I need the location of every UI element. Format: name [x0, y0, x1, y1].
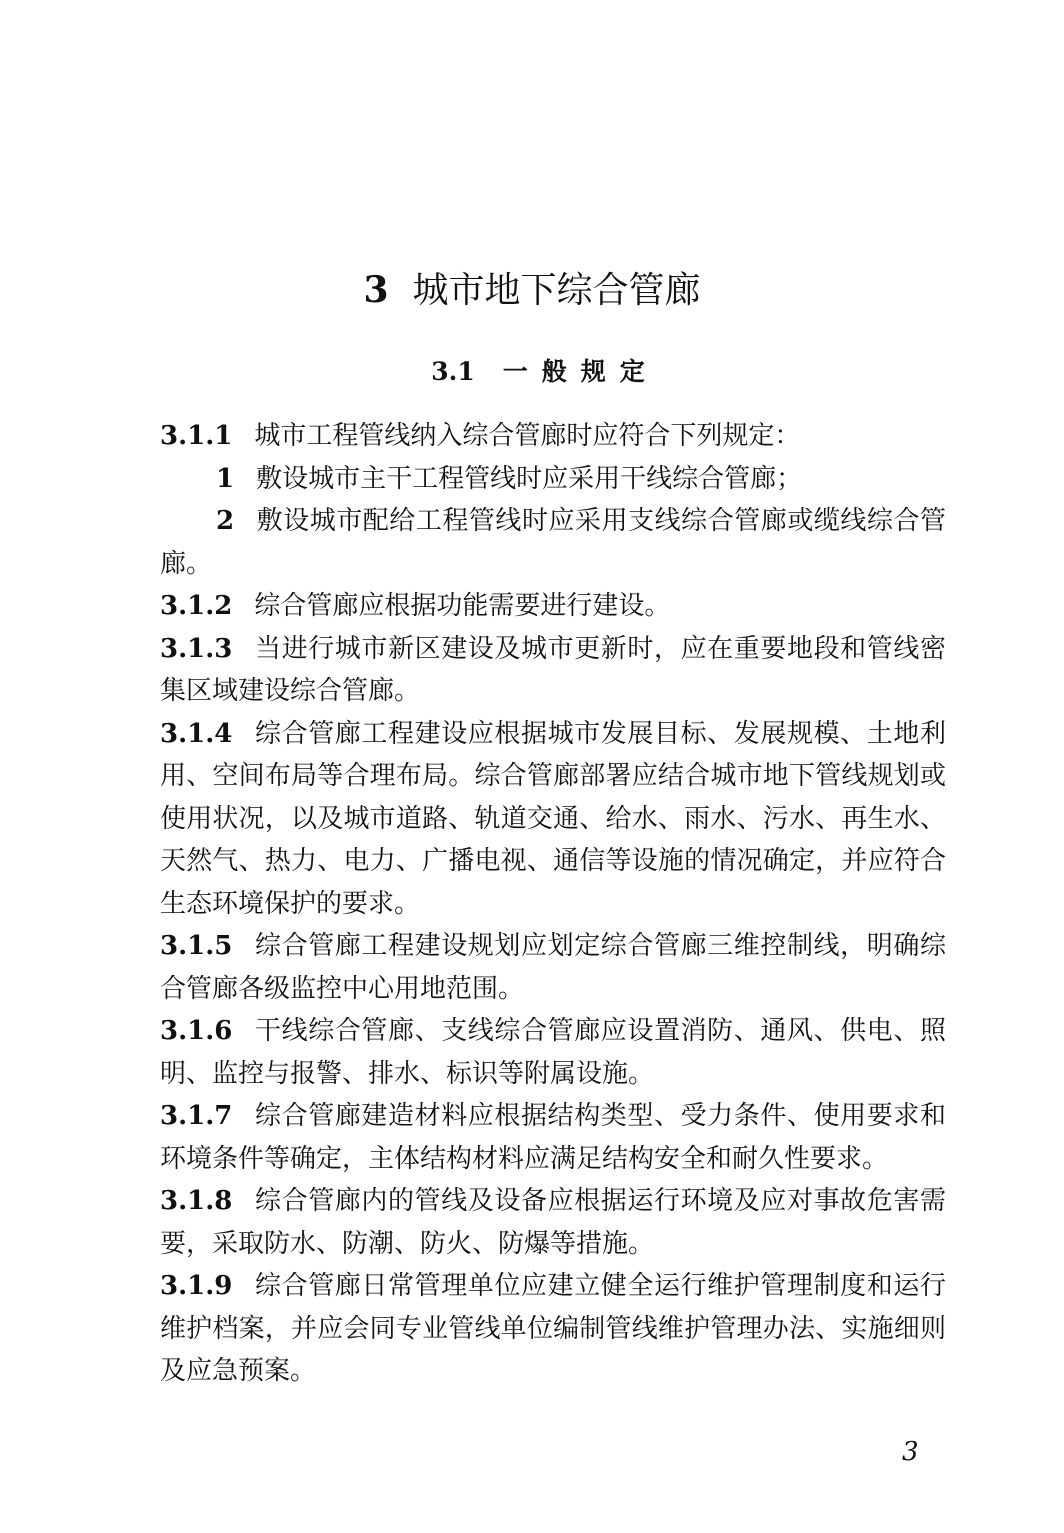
clause-text: 综合管廊建造材料应根据结构类型、受力条件、使用要求和环境条件等确定，主体结构材料应满足结构安全和耐久性要求。 [160, 1101, 946, 1174]
clause-text: 干线综合管廊、支线综合管廊应设置消防、通风、供电、照明、监控与报警、排水、标识等附属设施。 [160, 1016, 946, 1089]
clause-number: 3.1.7 [160, 1101, 233, 1131]
clause-3-1-1 [160, 415, 946, 458]
chapter-number: 3 [363, 269, 389, 311]
clause-number: 3.1.3 [160, 633, 233, 664]
section-heading [0, 352, 1064, 392]
clause-text: 综合管廊应根据功能需要进行建设。 [254, 591, 671, 621]
page-number: 3 [902, 1437, 919, 1467]
item-text: 敷设城市主干工程管线时应采用干线综合管廊； [256, 463, 803, 494]
clause-text: 综合管廊工程建设应根据城市发展目标、发展规模、土地利用、空间布局等合理布局。综合管廊部署应结合城市地下管线规划或使用状况，以及城市道路、轨道交通、给水、雨水、污水、再生水、天然气、热力、电力、广播电视、通信等设施的情况确定，并应符合生态环境保护的要求。 [160, 718, 946, 919]
clause-text: 综合管廊工程建设规划应划定综合管廊三维控制线，明确综合管廊各级监控中心用地范围。 [160, 931, 946, 1004]
clause-3-1-5 [160, 925, 946, 1010]
clause-number: 3.1.4 [160, 718, 233, 749]
clause-3-1-3 [160, 628, 946, 713]
clause-3-1-8 [160, 1180, 946, 1265]
clause-text: 城市工程管线纳入综合管廊时应符合下列规定： [254, 421, 801, 451]
section-number: 3.1 [431, 357, 475, 386]
clause-3-1-1-item-1 [160, 458, 946, 501]
chapter-title: 城市地下综合管廊 [412, 270, 701, 311]
clause-3-1-7 [160, 1095, 946, 1180]
chapter-heading [0, 262, 1064, 319]
clause-3-1-2 [160, 585, 946, 628]
clause-number: 3.1.5 [160, 931, 233, 961]
clause-number: 3.1.6 [160, 1016, 233, 1046]
clause-list [160, 415, 946, 1393]
clause-3-1-1-item-2 [160, 500, 946, 585]
clause-text: 综合管廊日常管理单位应建立健全运行维护管理制度和运行维护档案，并应会同专业管线单位编制管线维护管理办法、实施细则及应急预案。 [160, 1271, 946, 1386]
clause-text: 当进行城市新区建设及城市更新时，应在重要地段和管线密集区域建设综合管廊。 [160, 633, 946, 706]
clause-3-1-4 [160, 713, 946, 926]
section-title: 一般规定 [502, 357, 659, 386]
clause-number: 3.1.9 [160, 1271, 233, 1301]
item-number: 2 [216, 506, 235, 536]
clause-number: 3.1.1 [160, 421, 233, 451]
clause-number: 3.1.2 [160, 591, 233, 621]
item-number: 1 [216, 463, 235, 494]
clause-3-1-6 [160, 1010, 946, 1095]
clause-number: 3.1.8 [160, 1186, 233, 1216]
clause-3-1-9 [160, 1265, 946, 1393]
clause-text: 综合管廊内的管线及设备应根据运行环境及应对事故危害需要，采取防水、防潮、防火、防爆等措施。 [160, 1186, 946, 1259]
item-text: 敷设城市配给工程管线时应采用支线综合管廊或缆线综合管廊。 [160, 506, 946, 579]
